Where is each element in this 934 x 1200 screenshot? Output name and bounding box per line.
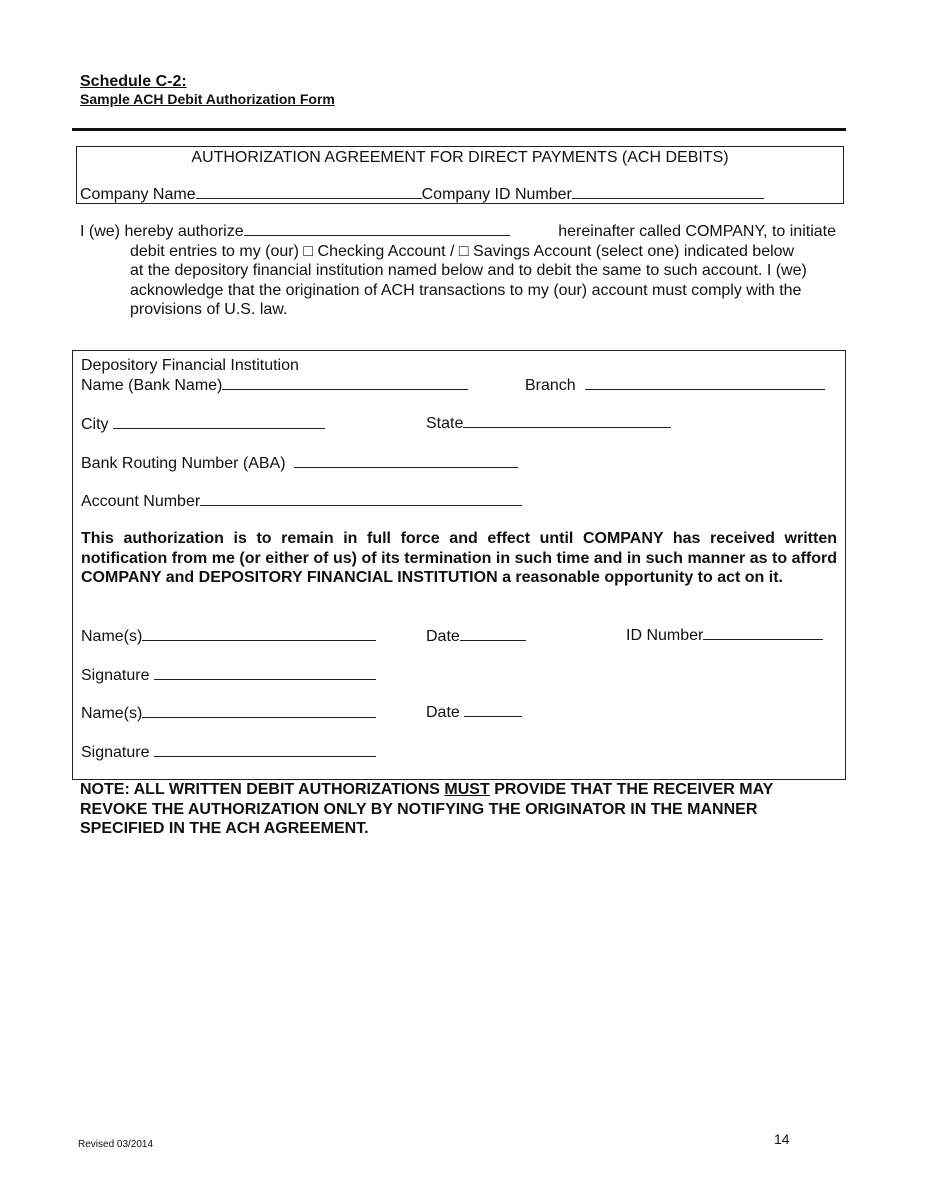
- schedule-heading: Schedule C-2:: [80, 73, 187, 90]
- account-type-line[interactable]: debit entries to my (our) □ Checking Account / □ Savings Account (select one) indicated below: [130, 242, 795, 260]
- company-name-label: Company Name: [80, 186, 196, 203]
- agreement-title: AUTHORIZATION AGREEMENT FOR DIRECT PAYMENTS (ACH DEBITS): [191, 149, 729, 166]
- account-number-field[interactable]: [200, 492, 522, 506]
- id-number-label: ID Number: [626, 627, 704, 644]
- signature1-field[interactable]: [154, 666, 376, 680]
- authorized-company-field[interactable]: [244, 222, 510, 236]
- name2-label: Name(s): [81, 705, 143, 722]
- authorization-line-5: provisions of U.S. law.: [130, 301, 288, 318]
- authorization-agreement-box: [76, 146, 844, 204]
- branch-label: Branch: [525, 377, 576, 394]
- branch-row: [525, 376, 825, 395]
- company-name-field[interactable]: [196, 185, 422, 199]
- name2-row: [81, 704, 376, 723]
- authorize-lead: I (we) hereby authorize: [80, 223, 244, 240]
- authorize-lead-tail: hereinafter called COMPANY, to initiate: [558, 223, 836, 240]
- state-field[interactable]: [463, 414, 671, 428]
- city-field[interactable]: [113, 415, 325, 429]
- state-label: State: [426, 415, 464, 432]
- date1-row: [426, 627, 526, 646]
- state-row: [426, 414, 671, 433]
- signature1-label: Signature: [81, 667, 150, 684]
- bank-name-field[interactable]: [222, 376, 468, 390]
- authorization-paragraph: [80, 222, 836, 320]
- signature2-row: [81, 743, 376, 762]
- revocation-note: [80, 780, 840, 839]
- name1-field[interactable]: [142, 627, 376, 641]
- date1-label: Date: [426, 628, 460, 645]
- bank-name-label: Name (Bank Name): [81, 377, 223, 394]
- routing-number-field[interactable]: [294, 454, 518, 468]
- signature1-row: [81, 666, 376, 685]
- date1-field[interactable]: [460, 627, 526, 641]
- id-number-field[interactable]: [703, 626, 823, 640]
- date2-field[interactable]: [464, 703, 522, 717]
- signature2-field[interactable]: [154, 743, 376, 757]
- date2-row: [426, 703, 522, 722]
- signature2-label: Signature: [81, 744, 150, 761]
- name1-row: [81, 627, 376, 646]
- name1-label: Name(s): [81, 628, 143, 645]
- revision-date: Revised 03/2014: [78, 1139, 154, 1150]
- authorization-terms: This authorization is to remain in full force and effect until COMPANY has received written notification from me (or either of us) of its termination in such time and in such manner as to afford COMPANY and DEPOSITORY FINANCIAL INSTITUTION a reasonable opportunity to act on it.: [81, 530, 837, 586]
- account-row: [81, 492, 522, 511]
- note-must-emphasis: MUST: [444, 781, 490, 798]
- bank-name-row: [81, 376, 468, 395]
- header-divider: [72, 128, 846, 131]
- branch-field[interactable]: [585, 376, 825, 390]
- authorization-line-4: acknowledge that the origination of ACH transactions to my (our) account must comply with the: [130, 281, 802, 299]
- note-text-pre: NOTE: ALL WRITTEN DEBIT AUTHORIZATIONS: [80, 781, 445, 798]
- company-name-row: [80, 185, 764, 204]
- bank-information-box: [72, 350, 846, 780]
- form-subtitle: Sample ACH Debit Authorization Form: [80, 91, 335, 107]
- name2-field[interactable]: [142, 704, 376, 718]
- routing-label: Bank Routing Number (ABA): [81, 455, 286, 472]
- company-id-label: Company ID Number: [421, 186, 572, 203]
- authorize-line: [80, 222, 836, 242]
- routing-row: [81, 454, 518, 473]
- date2-label: Date: [426, 704, 460, 721]
- page-number: 14: [774, 1131, 790, 1147]
- company-id-field[interactable]: [572, 185, 764, 199]
- account-label: Account Number: [81, 493, 201, 510]
- city-label: City: [81, 416, 109, 433]
- city-row: [81, 415, 325, 434]
- authorization-line-3: at the depository financial institution named below and to debit the same to such account. I (we): [130, 262, 807, 279]
- id-number-row: [626, 626, 823, 645]
- institution-label: Depository Financial Institution: [81, 357, 299, 374]
- note-text-post: PROVIDE THAT THE RECEIVER MAY REVOKE THE AUTHORIZATION ONLY BY NOTIFYING THE ORIGINATOR IN THE MANNER SPECIFIED IN THE ACH AGREEMENT.: [80, 781, 774, 837]
